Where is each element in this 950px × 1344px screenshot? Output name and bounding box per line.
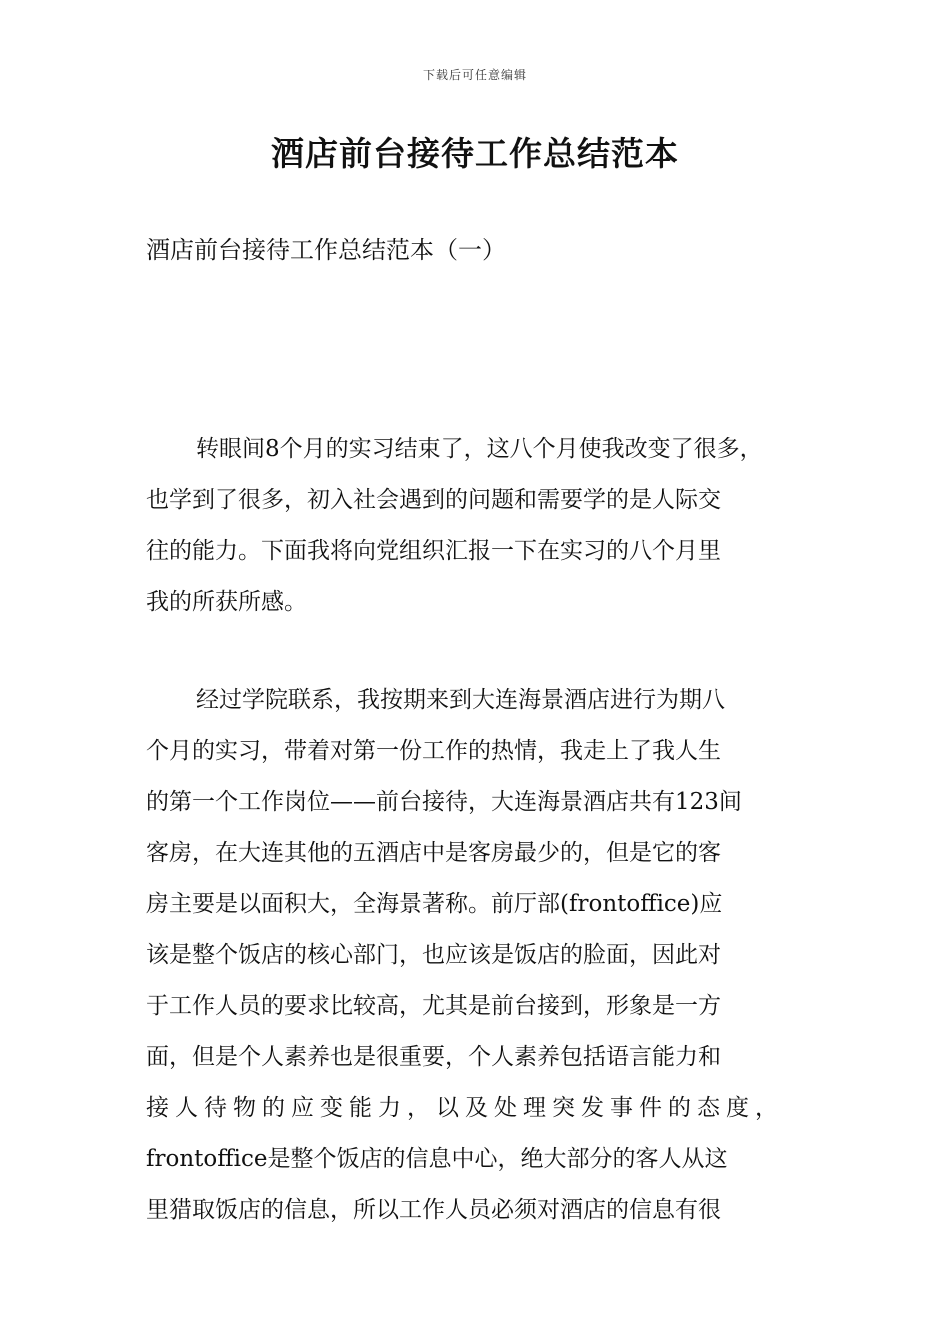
- paragraph-line: 面，但是个人素养也是很重要，个人素养包括语言能力和: [146, 1044, 721, 1070]
- document-title: 酒店前台接待工作总结范本: [271, 134, 679, 173]
- paragraph-line: 于工作人员的要求比较高，尤其是前台接到，形象是一方: [146, 993, 721, 1019]
- paragraph-line: 接人待物的应变能力，以及处理突发事件的态度，: [146, 1095, 784, 1121]
- paragraph-line: 的第一个工作岗位——前台接待，大连海景酒店共有123间: [146, 789, 742, 815]
- paragraph-line: 客房，在大连其他的五酒店中是客房最少的，但是它的客: [146, 840, 721, 866]
- paragraph-line: 里猎取饭店的信息，所以工作人员必须对酒店的信息有很: [146, 1197, 721, 1223]
- paragraph-line: 个月的实习，带着对第一份工作的热情，我走上了我人生: [146, 738, 721, 764]
- paragraph-line: 往的能力。下面我将向党组织汇报一下在实习的八个月里: [146, 538, 721, 564]
- paragraph-line: frontoffice是整个饭店的信息中心，绝大部分的客人从这: [146, 1146, 728, 1172]
- paragraph-1: [146, 424, 826, 628]
- paragraph-2: [146, 675, 826, 1236]
- document-subtitle: 酒店前台接待工作总结范本（一）: [146, 236, 506, 264]
- paragraph-line: 我的所获所感。: [146, 589, 307, 615]
- paragraph-line: 房主要是以面积大，全海景著称。前厅部(frontoffice)应: [146, 891, 723, 917]
- paragraph-line: 该是整个饭店的核心部门，也应该是饭店的脸面，因此对: [146, 942, 721, 968]
- paragraph-line: 经过学院联系，我按期来到大连海景酒店进行为期八: [196, 687, 725, 713]
- paragraph-line: 转眼间8个月的实习结束了，这八个月使我改变了很多，: [196, 436, 763, 462]
- paragraph-line: 也学到了很多，初入社会遇到的问题和需要学的是人际交: [146, 487, 721, 513]
- header-note: 下载后可任意编辑: [422, 68, 527, 82]
